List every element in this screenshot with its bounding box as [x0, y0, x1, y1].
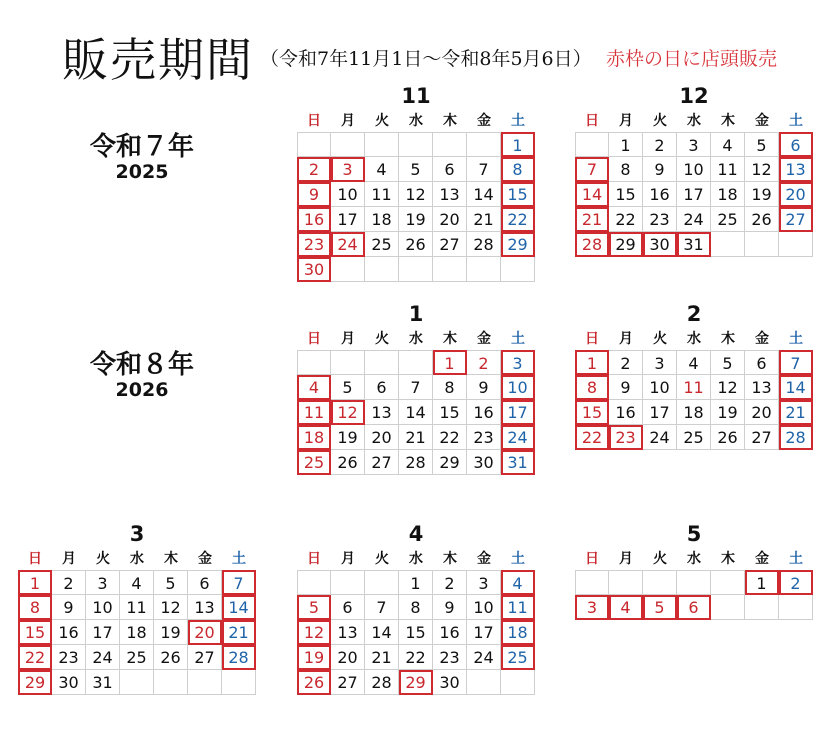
day-cell: 30: [52, 670, 86, 695]
day-cell: 16: [609, 400, 643, 425]
weekday-header: 火: [96, 551, 110, 567]
sale-day-cell: 6: [779, 132, 813, 157]
sale-day-cell: 26: [297, 670, 331, 695]
sale-day-cell: 13: [779, 157, 813, 182]
sale-day-cell: 4: [297, 375, 331, 400]
day-cell: 27: [188, 645, 222, 670]
day-cell: 13: [331, 620, 365, 645]
day-cell: 5: [399, 157, 433, 182]
day-cell: 6: [433, 157, 467, 182]
sale-day-cell: 11: [501, 595, 535, 620]
day-cell: 23: [433, 645, 467, 670]
day-cell: 22: [399, 645, 433, 670]
day-cell: 26: [399, 232, 433, 257]
era-year: 2026: [115, 379, 169, 401]
sale-day-cell: 1: [433, 350, 467, 375]
empty-cell: [467, 670, 501, 695]
empty-cell: [297, 132, 331, 157]
month-title: 5: [686, 522, 702, 546]
empty-cell: [575, 132, 609, 157]
day-cell: 7: [467, 157, 501, 182]
day-cell: 31: [86, 670, 120, 695]
empty-cell: [365, 257, 399, 282]
sale-day-cell: 25: [297, 450, 331, 475]
day-cell: 5: [711, 350, 745, 375]
weekday-header: 日: [307, 331, 321, 347]
day-cell: 4: [711, 132, 745, 157]
sale-day-cell: 21: [575, 207, 609, 232]
day-cell: 6: [365, 375, 399, 400]
empty-cell: [399, 350, 433, 375]
sale-day-cell: 15: [501, 182, 535, 207]
weekday-header: 火: [375, 551, 389, 567]
day-cell: 24: [86, 645, 120, 670]
empty-cell: [467, 257, 501, 282]
day-cell: 4: [120, 570, 154, 595]
day-cell: 8: [399, 595, 433, 620]
sale-day-cell: 28: [779, 425, 813, 450]
sale-day-cell: 6: [677, 595, 711, 620]
day-cell: 14: [467, 182, 501, 207]
weekday-header: 火: [375, 331, 389, 347]
sale-day-cell: 14: [779, 375, 813, 400]
era-name: 令和８年: [89, 350, 194, 380]
sale-day-cell: 5: [297, 595, 331, 620]
weekday-header: 日: [585, 551, 599, 567]
weekday-header: 土: [511, 551, 525, 567]
day-cell: 15: [433, 400, 467, 425]
day-cell: 30: [467, 450, 501, 475]
sale-day-cell: 8: [18, 595, 52, 620]
day-cell: 25: [365, 232, 399, 257]
weekday-header: 日: [307, 113, 321, 129]
sale-day-cell: 31: [677, 232, 711, 257]
empty-cell: [501, 257, 535, 282]
day-cell: 23: [52, 645, 86, 670]
empty-cell: [188, 670, 222, 695]
day-cell: 2: [467, 350, 501, 375]
day-cell: 11: [711, 157, 745, 182]
month-title: 3: [129, 522, 145, 546]
day-cell: 2: [433, 570, 467, 595]
day-cell: 2: [643, 132, 677, 157]
empty-cell: [399, 132, 433, 157]
sale-day-cell: 29: [399, 670, 433, 695]
weekday-header: 金: [477, 551, 491, 567]
era-label-2026: [62, 350, 222, 400]
day-cell: 10: [331, 182, 365, 207]
day-cell: 13: [365, 400, 399, 425]
weekday-header: 月: [619, 551, 633, 567]
sale-day-cell: 2: [297, 157, 331, 182]
day-cell: 20: [331, 645, 365, 670]
sale-day-cell: 7: [222, 570, 256, 595]
weekday-header: 水: [409, 113, 423, 129]
month-title: 11: [401, 84, 431, 108]
empty-cell: [297, 570, 331, 595]
sale-period: （令和7年11月1日〜令和8年5月6日）: [260, 48, 592, 70]
day-cell: 4: [677, 350, 711, 375]
day-cell: 3: [643, 350, 677, 375]
sale-day-cell: 22: [575, 425, 609, 450]
day-cell: 10: [467, 595, 501, 620]
empty-cell: [399, 257, 433, 282]
sale-day-cell: 1: [745, 570, 779, 595]
weekday-header: 水: [687, 331, 701, 347]
day-cell: 27: [331, 670, 365, 695]
day-cell: 11: [677, 375, 711, 400]
sale-day-cell: 14: [222, 595, 256, 620]
weekday-header: 火: [653, 331, 667, 347]
empty-cell: [575, 570, 609, 595]
era-label-2025: [62, 132, 222, 182]
sale-day-cell: 5: [643, 595, 677, 620]
day-cell: 19: [399, 207, 433, 232]
weekday-header: 月: [341, 113, 355, 129]
weekday-header: 月: [62, 551, 76, 567]
sale-day-cell: 20: [188, 620, 222, 645]
sale-day-cell: 12: [331, 400, 365, 425]
empty-cell: [120, 670, 154, 695]
day-cell: 20: [365, 425, 399, 450]
weekday-header: 火: [653, 551, 667, 567]
day-cell: 17: [86, 620, 120, 645]
day-cell: 25: [120, 645, 154, 670]
day-cell: 11: [120, 595, 154, 620]
day-cell: 26: [745, 207, 779, 232]
weekday-header: 木: [721, 113, 735, 129]
sale-day-cell: 7: [575, 157, 609, 182]
empty-cell: [609, 570, 643, 595]
weekday-header: 月: [341, 331, 355, 347]
weekday-header: 土: [789, 331, 803, 347]
sale-day-cell: 8: [501, 157, 535, 182]
day-cell: 26: [331, 450, 365, 475]
day-cell: 7: [365, 595, 399, 620]
sale-day-cell: 28: [222, 645, 256, 670]
weekday-header: 木: [721, 551, 735, 567]
sale-day-cell: 15: [18, 620, 52, 645]
legend-note: 赤枠の日に店頭販売: [606, 48, 778, 70]
sale-day-cell: 22: [501, 207, 535, 232]
weekday-header: 木: [164, 551, 178, 567]
day-cell: 21: [365, 645, 399, 670]
empty-cell: [467, 132, 501, 157]
empty-cell: [331, 132, 365, 157]
page-title: 販売期間: [62, 33, 254, 87]
sale-day-cell: 30: [297, 257, 331, 282]
weekday-header: 火: [375, 113, 389, 129]
day-cell: 30: [433, 670, 467, 695]
empty-cell: [331, 257, 365, 282]
day-cell: 17: [467, 620, 501, 645]
sale-day-cell: 28: [575, 232, 609, 257]
month-title: 4: [408, 522, 424, 546]
weekday-header: 木: [443, 551, 457, 567]
weekday-header: 金: [755, 331, 769, 347]
day-cell: 19: [745, 182, 779, 207]
weekday-header: 火: [653, 113, 667, 129]
empty-cell: [365, 570, 399, 595]
day-cell: 16: [433, 620, 467, 645]
day-cell: 19: [154, 620, 188, 645]
sale-day-cell: 12: [297, 620, 331, 645]
day-cell: 29: [433, 450, 467, 475]
day-cell: 14: [399, 400, 433, 425]
sale-day-cell: 3: [501, 350, 535, 375]
day-cell: 12: [399, 182, 433, 207]
empty-cell: [297, 350, 331, 375]
sale-day-cell: 29: [609, 232, 643, 257]
sale-day-cell: 20: [779, 182, 813, 207]
day-cell: 25: [711, 207, 745, 232]
day-cell: 8: [609, 157, 643, 182]
day-cell: 17: [643, 400, 677, 425]
day-cell: 3: [677, 132, 711, 157]
day-cell: 10: [86, 595, 120, 620]
sale-day-cell: 15: [575, 400, 609, 425]
day-cell: 22: [433, 425, 467, 450]
empty-cell: [433, 132, 467, 157]
weekday-header: 金: [477, 331, 491, 347]
day-cell: 24: [467, 645, 501, 670]
sale-day-cell: 1: [501, 132, 535, 157]
day-cell: 13: [433, 182, 467, 207]
sale-day-cell: 4: [501, 570, 535, 595]
day-cell: 12: [711, 375, 745, 400]
day-cell: 20: [433, 207, 467, 232]
weekday-header: 木: [443, 331, 457, 347]
weekday-header: 土: [232, 551, 246, 567]
weekday-header: 金: [477, 113, 491, 129]
sale-day-cell: 23: [297, 232, 331, 257]
empty-cell: [677, 570, 711, 595]
sale-day-cell: 16: [297, 207, 331, 232]
day-cell: 19: [331, 425, 365, 450]
empty-cell: [745, 595, 779, 620]
empty-cell: [331, 350, 365, 375]
day-cell: 9: [52, 595, 86, 620]
sale-day-cell: 8: [575, 375, 609, 400]
day-cell: 25: [677, 425, 711, 450]
day-cell: 24: [643, 425, 677, 450]
day-cell: 6: [188, 570, 222, 595]
empty-cell: [433, 257, 467, 282]
weekday-header: 水: [130, 551, 144, 567]
day-cell: 20: [745, 400, 779, 425]
weekday-header: 日: [28, 551, 42, 567]
day-cell: 9: [643, 157, 677, 182]
day-cell: 9: [467, 375, 501, 400]
empty-cell: [154, 670, 188, 695]
sale-day-cell: 24: [331, 232, 365, 257]
day-cell: 19: [711, 400, 745, 425]
weekday-header: 土: [789, 113, 803, 129]
era-name: 令和７年: [89, 132, 194, 162]
day-cell: 27: [365, 450, 399, 475]
sale-day-cell: 9: [297, 182, 331, 207]
day-cell: 15: [399, 620, 433, 645]
month-title: 1: [408, 302, 424, 326]
weekday-header: 金: [755, 113, 769, 129]
day-cell: 18: [711, 182, 745, 207]
weekday-header: 土: [511, 331, 525, 347]
empty-cell: [711, 232, 745, 257]
empty-cell: [365, 132, 399, 157]
sale-day-cell: 3: [575, 595, 609, 620]
sale-day-cell: 17: [501, 400, 535, 425]
day-cell: 12: [745, 157, 779, 182]
day-cell: 6: [745, 350, 779, 375]
sale-day-cell: 14: [575, 182, 609, 207]
day-cell: 11: [365, 182, 399, 207]
sale-day-cell: 23: [609, 425, 643, 450]
month-title: 2: [686, 302, 702, 326]
day-cell: 21: [467, 207, 501, 232]
day-cell: 14: [365, 620, 399, 645]
empty-cell: [331, 570, 365, 595]
sale-day-cell: 21: [779, 400, 813, 425]
era-year: 2025: [115, 161, 169, 183]
day-cell: 8: [433, 375, 467, 400]
day-cell: 18: [120, 620, 154, 645]
day-cell: 16: [52, 620, 86, 645]
sale-day-cell: 27: [779, 207, 813, 232]
day-cell: 9: [609, 375, 643, 400]
sale-day-cell: 2: [779, 570, 813, 595]
weekday-header: 水: [687, 551, 701, 567]
sale-day-cell: 25: [501, 645, 535, 670]
empty-cell: [779, 595, 813, 620]
day-cell: 5: [331, 375, 365, 400]
day-cell: 2: [52, 570, 86, 595]
day-cell: 4: [365, 157, 399, 182]
day-cell: 28: [399, 450, 433, 475]
sale-day-cell: 1: [575, 350, 609, 375]
day-cell: 27: [745, 425, 779, 450]
day-cell: 18: [677, 400, 711, 425]
day-cell: 3: [467, 570, 501, 595]
day-cell: 17: [677, 182, 711, 207]
sale-day-cell: 19: [297, 645, 331, 670]
weekday-header: 月: [341, 551, 355, 567]
empty-cell: [501, 670, 535, 695]
day-cell: 28: [365, 670, 399, 695]
empty-cell: [711, 570, 745, 595]
day-cell: 27: [433, 232, 467, 257]
sale-day-cell: 29: [501, 232, 535, 257]
weekday-header: 金: [755, 551, 769, 567]
day-cell: 2: [609, 350, 643, 375]
day-cell: 6: [331, 595, 365, 620]
empty-cell: [711, 595, 745, 620]
day-cell: 5: [154, 570, 188, 595]
sale-day-cell: 11: [297, 400, 331, 425]
day-cell: 5: [745, 132, 779, 157]
weekday-header: 水: [687, 113, 701, 129]
sale-day-cell: 22: [18, 645, 52, 670]
sale-day-cell: 10: [501, 375, 535, 400]
day-cell: 12: [154, 595, 188, 620]
weekday-header: 日: [307, 551, 321, 567]
day-cell: 16: [643, 182, 677, 207]
weekday-header: 木: [721, 331, 735, 347]
empty-cell: [779, 232, 813, 257]
day-cell: 17: [331, 207, 365, 232]
weekday-header: 水: [409, 331, 423, 347]
day-cell: 7: [399, 375, 433, 400]
weekday-header: 土: [789, 551, 803, 567]
empty-cell: [643, 570, 677, 595]
weekday-header: 土: [511, 113, 525, 129]
day-cell: 1: [609, 132, 643, 157]
day-cell: 9: [433, 595, 467, 620]
sale-day-cell: 21: [222, 620, 256, 645]
day-cell: 22: [609, 207, 643, 232]
sale-day-cell: 24: [501, 425, 535, 450]
day-cell: 18: [365, 207, 399, 232]
empty-cell: [745, 232, 779, 257]
day-cell: 13: [745, 375, 779, 400]
day-cell: 1: [399, 570, 433, 595]
sale-day-cell: 18: [501, 620, 535, 645]
sale-day-cell: 3: [331, 157, 365, 182]
sale-day-cell: 31: [501, 450, 535, 475]
day-cell: 26: [154, 645, 188, 670]
day-cell: 3: [86, 570, 120, 595]
weekday-header: 金: [198, 551, 212, 567]
empty-cell: [222, 670, 256, 695]
sale-day-cell: 1: [18, 570, 52, 595]
weekday-header: 日: [585, 113, 599, 129]
day-cell: 23: [643, 207, 677, 232]
sale-day-cell: 18: [297, 425, 331, 450]
weekday-header: 木: [443, 113, 457, 129]
empty-cell: [365, 350, 399, 375]
day-cell: 10: [643, 375, 677, 400]
day-cell: 10: [677, 157, 711, 182]
month-title: 12: [679, 84, 709, 108]
day-cell: 24: [677, 207, 711, 232]
sale-day-cell: 4: [609, 595, 643, 620]
day-cell: 21: [399, 425, 433, 450]
sale-day-cell: 7: [779, 350, 813, 375]
weekday-header: 日: [585, 331, 599, 347]
weekday-header: 水: [409, 551, 423, 567]
day-cell: 16: [467, 400, 501, 425]
day-cell: 13: [188, 595, 222, 620]
weekday-header: 月: [619, 331, 633, 347]
day-cell: 28: [467, 232, 501, 257]
day-cell: 15: [609, 182, 643, 207]
day-cell: 23: [467, 425, 501, 450]
weekday-header: 月: [619, 113, 633, 129]
sale-day-cell: 30: [643, 232, 677, 257]
day-cell: 26: [711, 425, 745, 450]
sale-day-cell: 29: [18, 670, 52, 695]
